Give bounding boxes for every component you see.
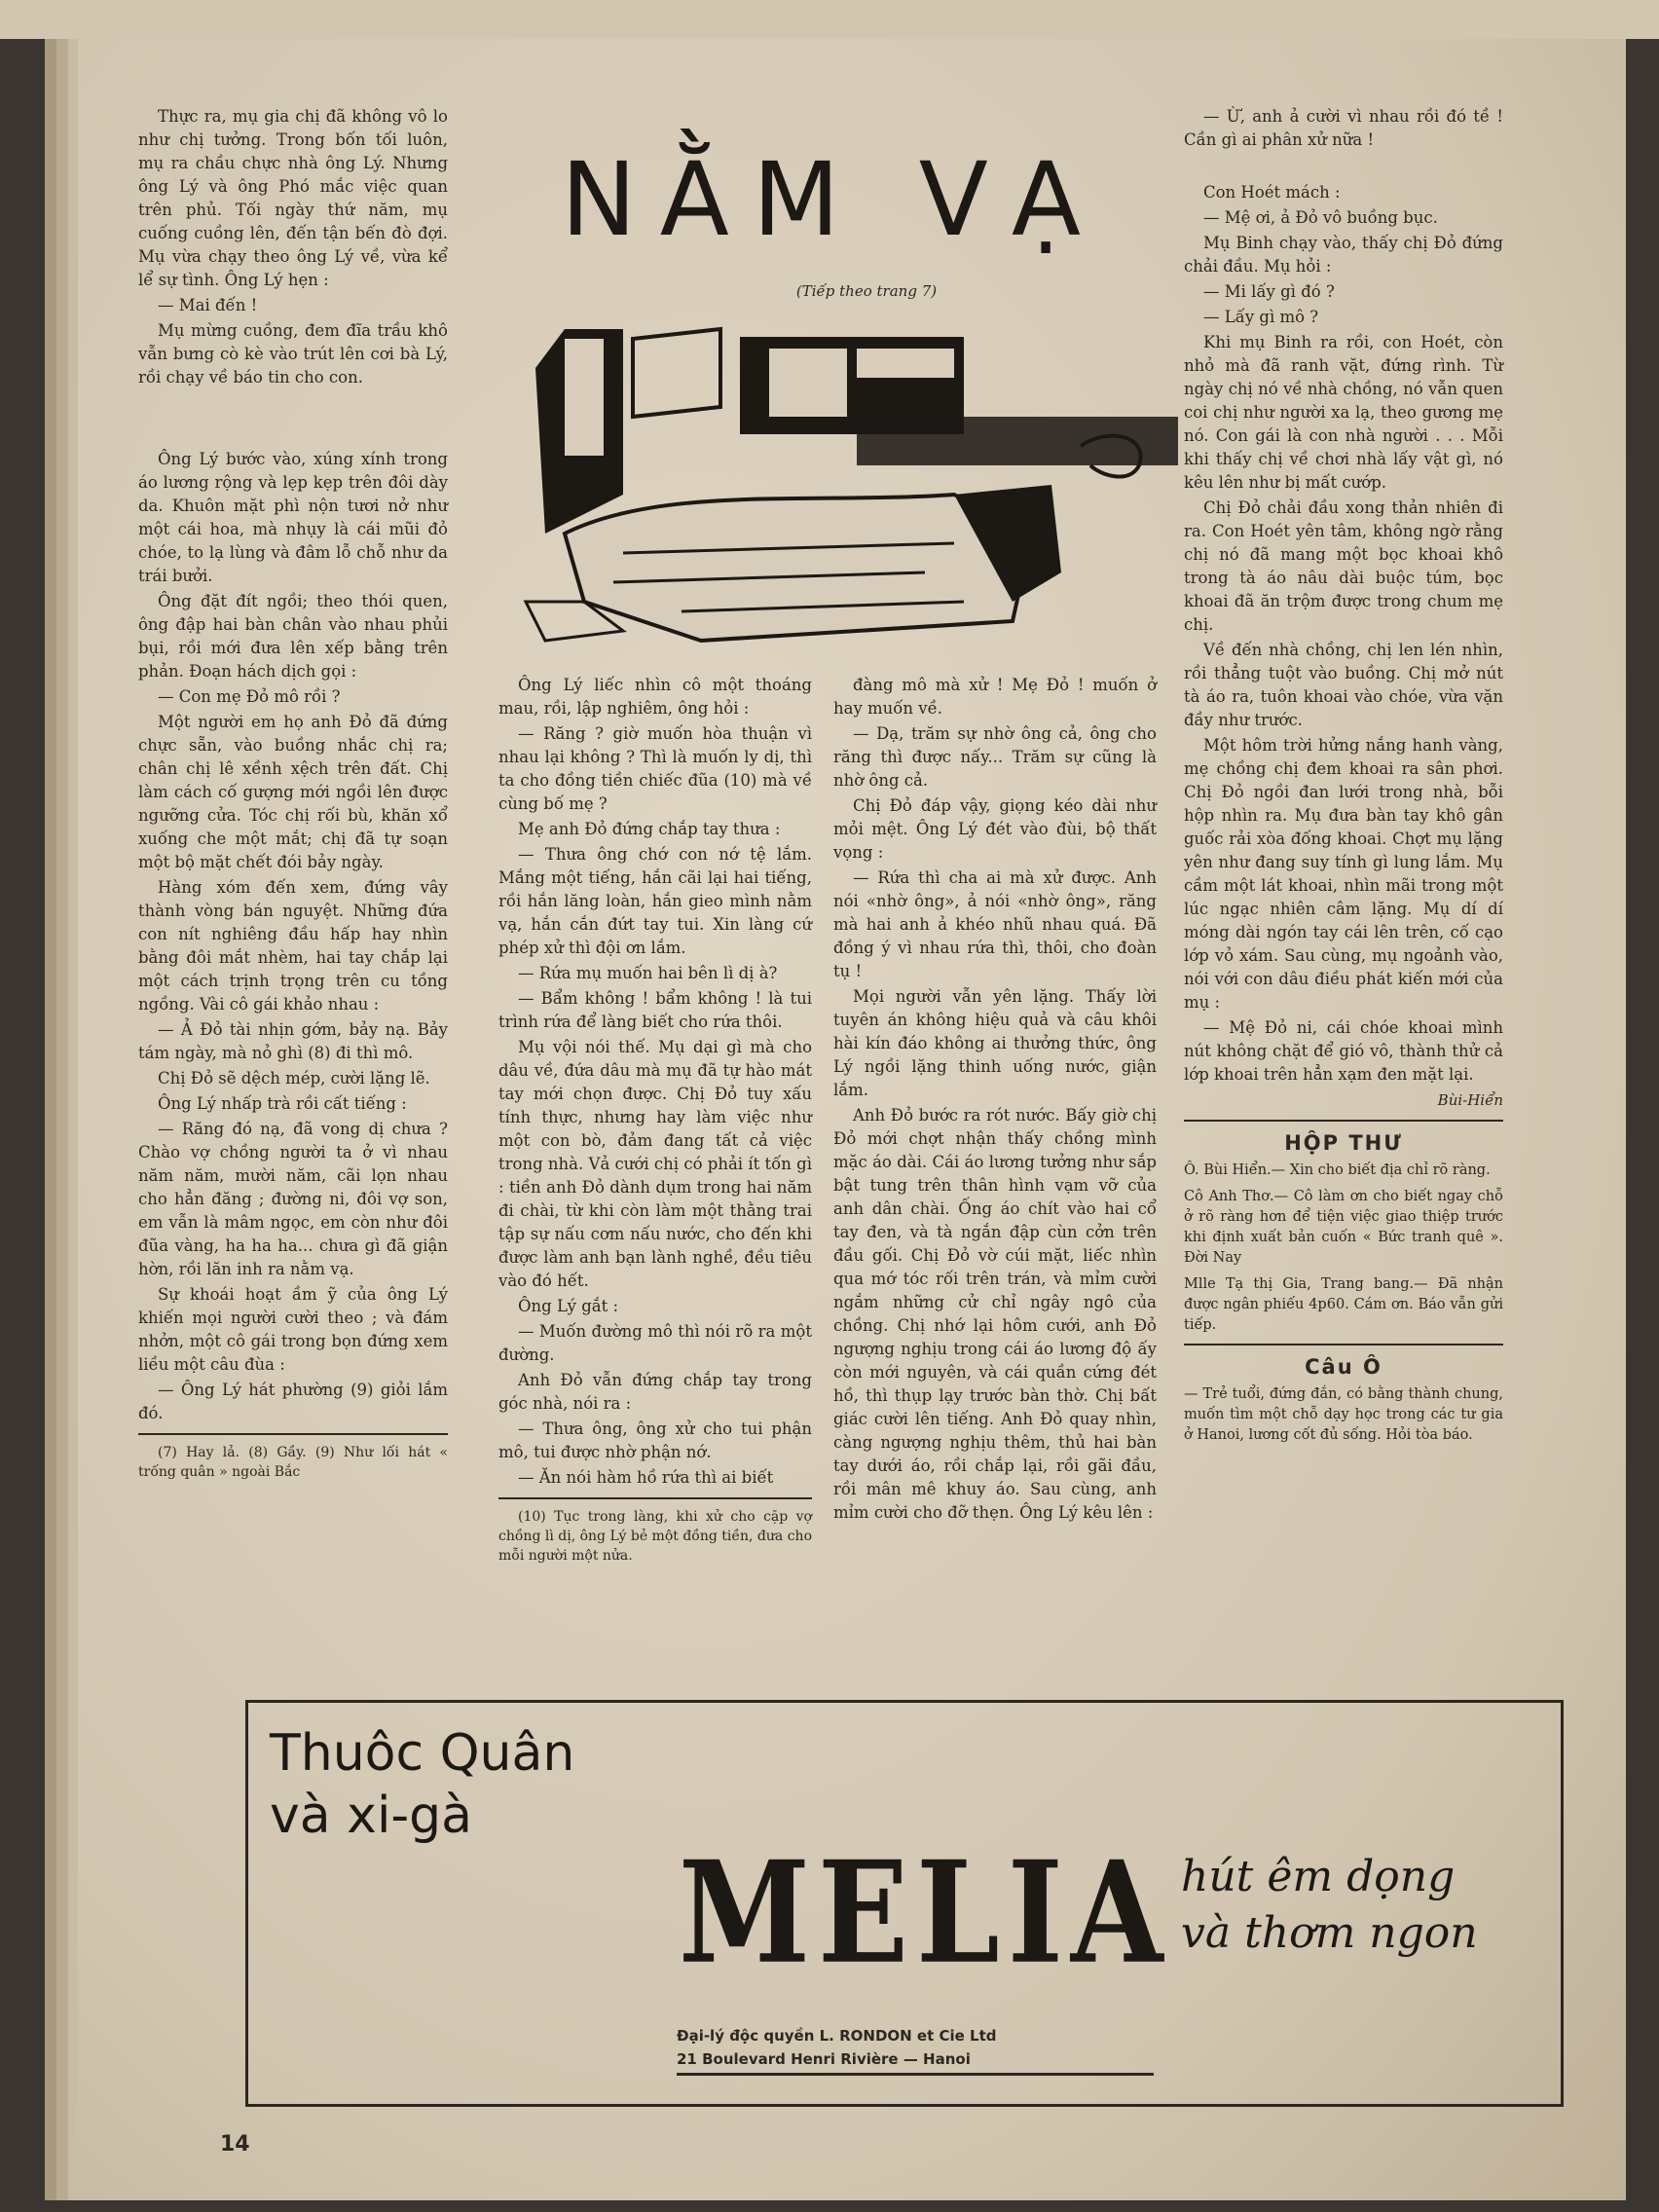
- ad-headline: [270, 1722, 574, 1847]
- paragraph: Thực ra, mụ gia chị đã không vô lo như chị tưởng. Trong bốn tối luôn, mụ ra chầu chực nhà ông Lý. Nhưng ông Lý và ông Phó mắc việc quan trên phủ. Tối ngày thứ năm, mụ cuống cuồng lên, đến tận bến đò đợi. Mụ vừa chạy theo ông Lý về, vừa kể lể sự tình. Ông Lý hẹn :: [138, 107, 448, 289]
- paragraph: — Ả Đỏ tài nhịn gớm, bảy nạ. Bảy tám ngày, mà nỏ ghì (8) đi thì mô.: [138, 1020, 448, 1062]
- paragraph: Mụ mừng cuồng, đem đĩa trầu khô vẫn bưng cò kè vào trút lên cơi bà Lý, rồi chạy về báo tin cho con.: [138, 321, 448, 387]
- footnote-rule: [138, 1433, 448, 1435]
- paragraph: Một người em họ anh Đỏ đã đứng chực sẵn, vào buồng nhắc chị ra; chân chị lê xềnh xệch trên đất. Chị làm cách cố gượng mới ngồi lên được ngưỡng cửa. Tóc chị rối bù, khăn xổ xuống che một mắt; chị đã tự soạn một bộ mặt chết đói bảy ngày.: [138, 713, 448, 871]
- paragraph: Chị Đỏ đáp vậy, giọng kéo dài như mỏi mệt. Ông Lý đét vào đùi, bộ thất vọng :: [833, 796, 1157, 862]
- paragraph: Mụ Binh chạy vào, thấy chị Đỏ đứng chải đầu. Mụ hỏi :: [1184, 234, 1503, 276]
- mailbox-item: Ô. Bùi Hiển.— Xin cho biết địa chỉ rõ ràng.: [1184, 1162, 1491, 1178]
- ad-slogan-2: và thơm ngon: [1181, 1908, 1478, 1958]
- paragraph: Mọi người vẫn yên lặng. Thấy lời tuyên án không hiệu quả và câu khôi hài kín đáo không ai thưởng thức, ông Lý ngồi lặng thinh uống nước, giận lắm.: [833, 987, 1157, 1099]
- paragraph: — Lấy gì mô ?: [1203, 308, 1319, 326]
- paragraph: — Răng đó nạ, đã vong dị chưa ? Chào vợ chồng người ta ở vì nhau năm năm, mười năm, cãi lọn nhau cho hẳn đăng ; đường ni, đôi vợ son, em vẫn là mâm ngọc, em còn như đôi đũa vàng, ha ha ha... chưa gì đã giận hờn, rồi lăn inh ra nằm vạ.: [138, 1120, 448, 1278]
- ad-agent: [677, 2024, 997, 2071]
- paragraph: Mẹ anh Đỏ đứng chắp tay thưa :: [518, 820, 781, 838]
- paragraph: Ông Lý nhấp trà rồi cất tiếng :: [158, 1094, 407, 1113]
- paragraph: Chị Đỏ sẽ dệch mép, cười lặng lẽ.: [158, 1069, 430, 1088]
- paragraph: — Con mẹ Đỏ mô rồi ?: [158, 687, 341, 706]
- paragraph: — Muốn đường mô thì nói rõ ra một đường.: [498, 1322, 812, 1364]
- paragraph: — Ừ, anh ả cười vì nhau rồi đó tề ! Cần gì ai phân xử nữa !: [1184, 107, 1503, 149]
- paragraph: Về đến nhà chồng, chị len lén nhìn, rồi thẳng tuột vào buồng. Chị mở nút tà áo ra, tuôn khoai vào chóe, vừa vặn đầy như trước.: [1184, 641, 1503, 729]
- paragraph: — Mệ Đỏ ni, cái chóe khoai mình nút không chặt để gió vô, thành thử cả lớp khoai trên hẳn xạm đen mặt lại.: [1184, 1018, 1503, 1084]
- page-number: 14: [220, 2132, 250, 2157]
- mailbox: [1184, 1161, 1503, 1336]
- mailbox-title: HỘP THƯ: [1284, 1131, 1403, 1155]
- classified-title: Câu Ô: [1305, 1355, 1382, 1379]
- paragraph: — Răng ? giờ muốn hòa thuận vì nhau lại không ? Thì là muốn ly dị, thì ta cho đồng tiền chiếc đũa (10) mà về cùng bố mẹ ?: [498, 724, 812, 813]
- paragraph: Sự khoái hoạt ầm ỹ của ông Lý khiến mọi người cười theo ; và đám nhởn, một cô gái trong bọn đứng xem liều một câu đùa :: [138, 1285, 448, 1374]
- footnote: (10) Tục trong làng, khi xử cho cặp vợ chồng lì dị, ông Lý bẻ một đồng tiền, đưa cho mỗi người một nửa.: [498, 1509, 812, 1564]
- ad-slogan-1: hút êm dọng: [1181, 1852, 1456, 1901]
- classified-text: — Trẻ tuổi, đứng đắn, có bằng thành chung, muốn tìm một chỗ dạy học trong các tư gia ở Hanoi, lương cốt đủ sống. Hỏi tòa báo.: [1184, 1386, 1503, 1443]
- paragraph: Khi mụ Binh ra rồi, con Hoét, còn nhỏ mà đã ranh vặt, đứng rình. Từ ngày chị nó về nhà chồng, nó vẫn quen coi chị như người xa lạ, theo gương mẹ nó. Con gái là con nhà người . . . Mỗi khi thấy chị về chơi nhà lấy vật gì, nó kêu lên như bị mất cướp.: [1184, 333, 1503, 492]
- paragraph: đàng mô mà xử ! Mẹ Đỏ ! muốn ở hay muốn về.: [833, 676, 1157, 718]
- paragraph: — Bẩm không ! bẩm không ! là tui trình rứa để làng biết cho rứa thôi.: [498, 989, 812, 1031]
- classified: [1184, 1384, 1503, 1446]
- paragraph: — Ông Lý hát phường (9) giỏi lắm đó.: [138, 1381, 448, 1422]
- author-signature: Bùi-Hiển: [1437, 1091, 1503, 1109]
- paragraph: — Mệ ơi, ả Đỏ vô buồng bục.: [1203, 208, 1438, 227]
- paragraph: Chị Đỏ chải đầu xong thản nhiên đi ra. Con Hoét yên tâm, không ngờ rằng chị nó đã mang một bọc khoai khô trong tà áo nâu dài buộc túm, bọc khoai đã ăn trộm được trong chum mẹ chị.: [1184, 498, 1503, 634]
- column-1: [138, 105, 448, 1484]
- paragraph: Ông Lý liếc nhìn cô một thoáng mau, rồi, lập nghiêm, ông hỏi :: [498, 676, 812, 718]
- footnote: (7) Hay lả. (8) Gầy. (9) Như lối hát « trống quân » ngoài Bắc: [138, 1445, 448, 1480]
- ad-line-2: và xi-gà: [270, 1787, 473, 1845]
- column-3: [833, 674, 1157, 1527]
- page-edge: [0, 0, 1659, 39]
- ad-slogan: [1181, 1849, 1478, 1962]
- section-rule: [1184, 1344, 1503, 1346]
- paragraph: — Mi lấy gì đó ?: [1203, 282, 1335, 301]
- column-4: [1184, 105, 1503, 1452]
- story-subtitle: (Tiếp theo trang 7): [795, 282, 938, 300]
- paragraph: Hàng xóm đến xem, đứng vây thành vòng bán nguyệt. Những đứa con nít nghiêng đầu hấp hay nhìn bằng đôi mắt nhèm, hai tay chắp lại một cách trịnh trọng trên cu tồng ngồng. Vài cô gái khảo nhau :: [138, 878, 448, 1014]
- mailbox-item: Mlle Tạ thị Gia, Trang bang.— Đã nhận được ngân phiếu 4p60. Cám ơn. Báo vẫn gửi tiếp.: [1184, 1276, 1503, 1333]
- advertisement: [245, 1700, 1564, 2107]
- paragraph: — Mai đến !: [158, 296, 258, 314]
- section-rule: [1184, 1120, 1503, 1122]
- paragraph: — Rứa mụ muốn hai bên lì dị à?: [518, 964, 778, 982]
- ad-rule: [677, 2073, 1154, 2076]
- footnote-rule: [498, 1497, 812, 1499]
- ad-agent-2: 21 Boulevard Henri Rivière — Hanoi: [677, 2050, 971, 2068]
- paragraph: Một hôm trời hửng nắng hanh vàng, mẹ chồng chị đem khoai ra sân phơi. Chị Đỏ ngồi đan lưới trong nhà, bỗi hộp nhìn ra. Mụ đưa bàn tay khô gân guốc rải xòa đống khoai. Chợt mụ lặng yên như đang suy tính gì lung lắm. Mụ cầm một lát khoai, nhìn mãi trong một lúc ngạc nhiên câm lặng. Mụ dí dí móng dài ngón tay cái lên trên, cố cạo lớp vỏ xám. Sau cùng, mụ ngoảnh vào, nói với con dâu điều phát kiến mới của mụ :: [1184, 736, 1503, 1012]
- mailbox-item: Cô Anh Thơ.— Cô làm ơn cho biết ngay chỗ ở rõ ràng hơn để tiện việc giao thiệp trước khi định xuất bản cuốn « Bức tranh quê ». Đời Nay: [1184, 1189, 1503, 1266]
- ad-agent-1: Đại-lý độc quyền L. RONDON et Cie Ltd: [677, 2027, 997, 2045]
- ad-brand: MELIA: [679, 1829, 1171, 1995]
- ad-line-1: Thuôc Quân: [270, 1724, 575, 1783]
- paragraph: Ông Lý bước vào, xúng xính trong áo lương rộng và lẹp kẹp trên đôi dày da. Khuôn mặt phì nộn tươi nở như một cái hoa, mà nhụy là cái mũi đỏ chóe, to lạ lùng và đâm lỗ chỗ như da trái bưởi.: [138, 450, 448, 585]
- column-2: [498, 674, 812, 1567]
- paragraph: — Thưa ông, ông xử cho tui phận mô, tui được nhờ phận nớ.: [498, 1419, 812, 1461]
- paragraph: Anh Đỏ bước ra rót nước. Bấy giờ chị Đỏ mới chợt nhận thấy chồng mình mặc áo dài. Cái áo lương tưởng như sắp bật tung trên thân hình vạm vỡ của anh dân chài. Ống áo chít vào hai cổ tay đen, và tà ngắn đập cùn cởn trên đầu gối. Chị Đỏ vờ cúi mặt, liếc nhìn qua mớ tóc rối trên trán, và mỉm cười ngắm những cử chỉ ngây ngô của chồng. Chị nhớ lại hôm cưới, anh Đỏ ngượng nghịu trong cái áo lương độ ấy còn mới nguyên, và cái quần cứng đét hồ, thì thụp lạy trước bàn thờ. Chị bất giác cười lên tiếng. Anh Đỏ quay nhìn, càng ngượng nghịu thêm, thủ hai bàn tay dưới áo, rồi chắp lại, rồi gãi đầu, rồi mân mê khuy áo. Sau cùng, anh mỉm cười cho đỡ thẹn. Ông Lý kêu lên :: [833, 1106, 1157, 1522]
- paragraph: — Thưa ông chớ con nớ tệ lắm. Mắng một tiếng, hắn cãi lại hai tiếng, rồi hắn lăng loàn, hắn gieo mình nằm vạ, hắn cắn đứt tay tui. Xin làng cứ phép xử thì đội ơn lắm.: [498, 845, 812, 957]
- paragraph: — Ăn nói hàm hồ rứa thì ai biết: [518, 1468, 774, 1487]
- paragraph: Ông Lý gắt :: [518, 1297, 619, 1315]
- paragraph: Con Hoét mách :: [1203, 183, 1341, 202]
- story-title: NẰM VẠ: [560, 140, 1105, 259]
- paragraph: Ông đặt đít ngồi; theo thói quen, ông đập hai bàn chân vào nhau phủi bụi, rồi mới đưa lên xếp bằng trên phản. Đoạn hách dịch gọi :: [138, 592, 448, 681]
- paragraph: Mụ vội nói thế. Mụ dại gì mà cho dâu về, đứa dâu mà mụ đã tự hào mát tay mới chọn được. Chị Đỏ tuy xấu tính thực, nhưng hay làm việc như một con bò, đảm đang tất cả việc trong nhà. Vả cưới chị có phải ít tốn gì : tiền anh Đỏ dành dụm trong hai năm đi chài, từ khi còn làm một thằng trai tập sự nấu cơm nấu nước, cho đến khi được làm anh bạn lành nghề, đều tiêu vào đó hết.: [498, 1038, 812, 1290]
- paragraph: — Dạ, trăm sự nhờ ông cả, ông cho răng thì được nấy... Trăm sự cũng là nhờ ông cả.: [833, 724, 1157, 790]
- paragraph: Anh Đỏ vẫn đứng chắp tay trong góc nhà, nói ra :: [498, 1371, 812, 1413]
- woodcut-illustration: [506, 310, 1178, 660]
- paragraph: — Rứa thì cha ai mà xử được. Anh nói «nhờ ông», ả nói «nhờ ông», răng mà hai anh ả khéo nhũ nhau quá. Đã đồng ý vì nhau rứa thì, thôi, cho đoàn tụ !: [833, 868, 1157, 980]
